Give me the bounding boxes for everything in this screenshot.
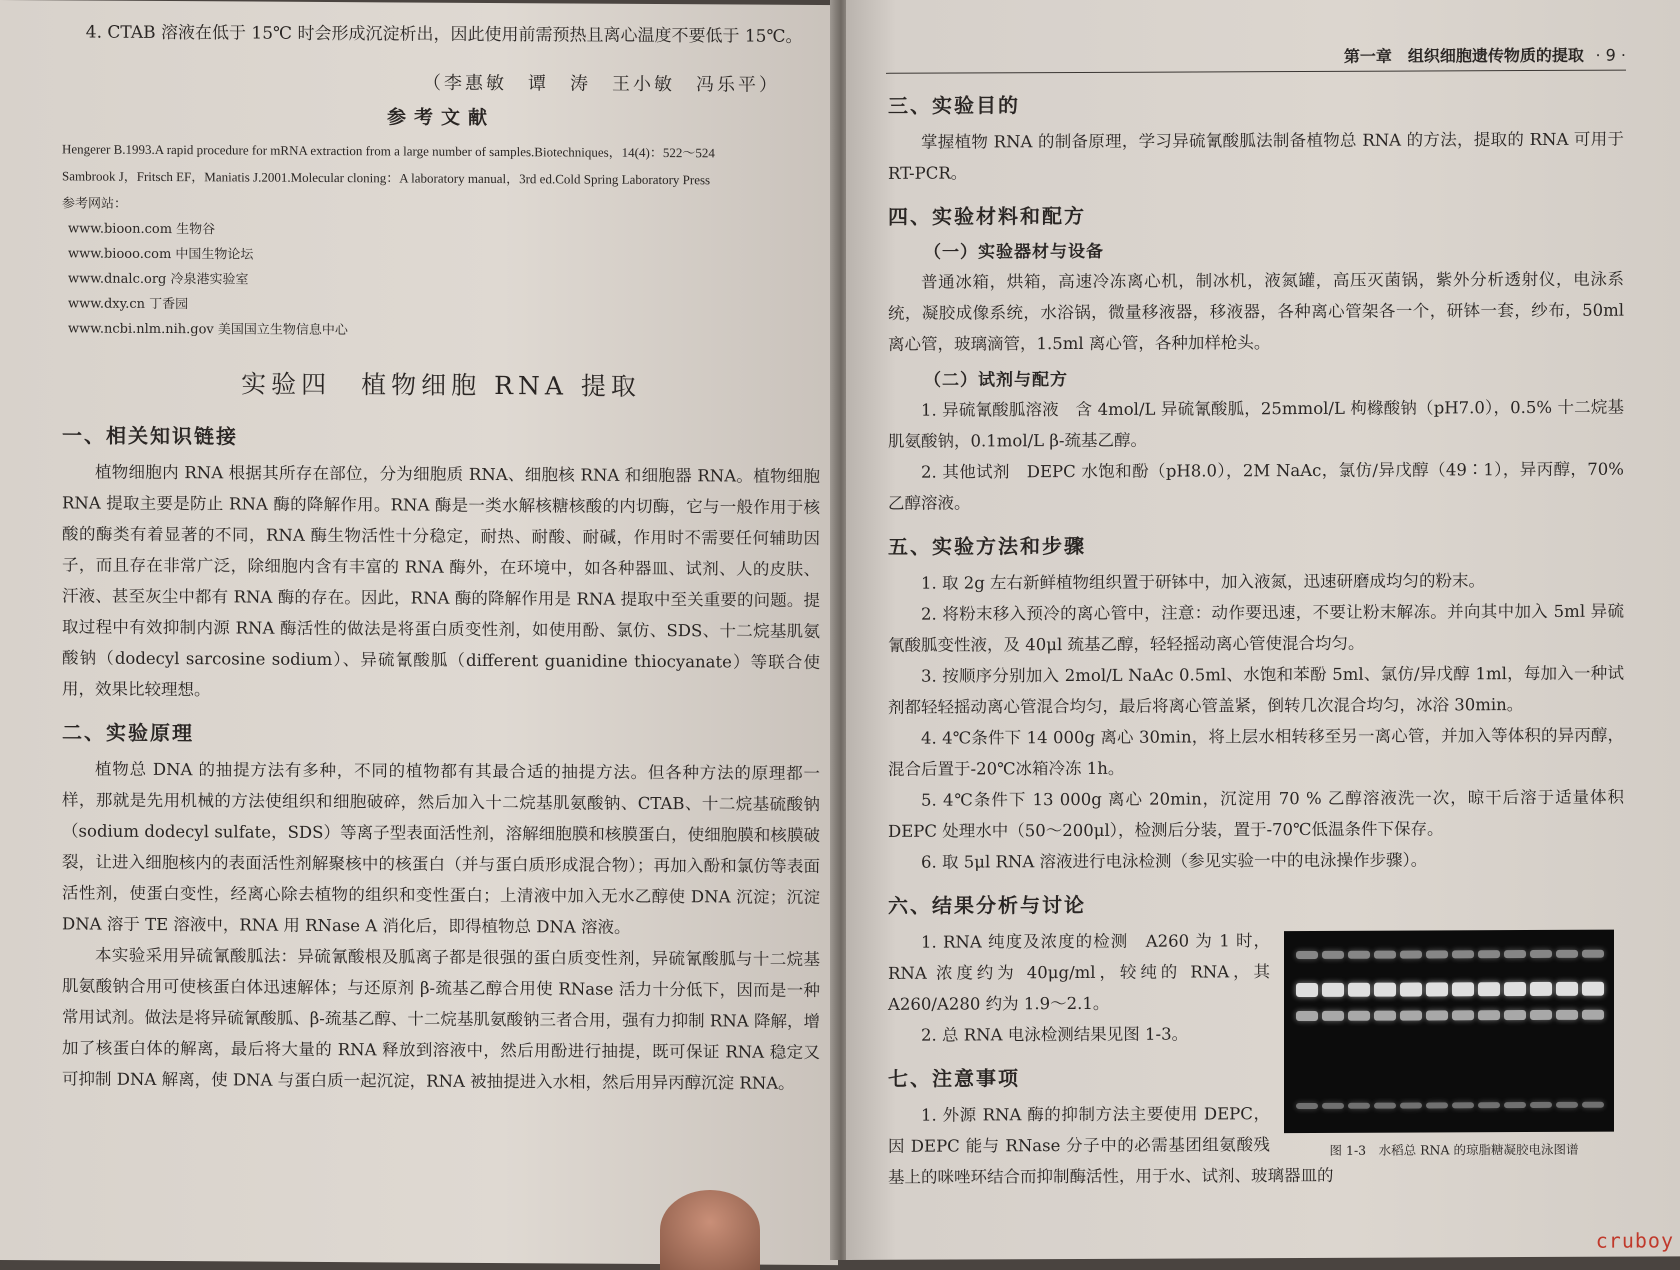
gel-band [1530,982,1552,996]
gel-band [1530,950,1552,958]
gel-band [1582,1102,1604,1108]
gel-band [1556,950,1578,958]
gel-band [1322,951,1344,959]
gel-lane [1296,931,1318,1133]
gel-band [1478,1102,1500,1108]
gel-band [1296,951,1318,959]
reagent-2: 2. 其他试剂 DEPC 水饱和酚（pH8.0），2M NaAc，氯仿/异戊醇（49∶1），异丙醇，70% 乙醇溶液。 [888,459,1624,513]
gel-band [1504,1102,1526,1108]
gel-band [1348,1011,1370,1021]
section-2-title: 二、实验原理 [62,720,194,746]
gel-lane [1400,930,1422,1132]
step-2: 2. 将粉末移入预冷的离心管中，注意：动作要迅速，不要让粉末解冻。并向其中加入 5ml 异硫氰酸胍变性液，及 40μl 巯基乙醇，轻轻摇动离心管使混合均匀。 [888,601,1624,655]
gel-band [1478,982,1500,996]
gel-band [1322,983,1344,997]
gel-band [1582,1010,1604,1020]
reagent-1: 1. 异硫氰酸胍溶液 含 4mol/L 异硫氰酸胍，25mmol/L 枸橼酸钠（pH7.0），0.5% 十二烷基肌氨酸钠，0.1mol/L β-巯基乙醇。 [888,397,1624,451]
result-2: 2. 总 RNA 电泳检测结果见图 1-3。 [921,1024,1189,1045]
gel-lane [1322,931,1344,1133]
gel-band [1426,950,1448,958]
gel-electrophoresis-image [1284,930,1614,1133]
reference-link-biooo[interactable]: www.biooo.com 中国生物论坛 [68,246,254,263]
section-6-title: 六、结果分析与讨论 [888,892,1086,918]
left-page [0,0,838,1265]
gel-band [1504,982,1526,996]
references-title: 参考文献 [386,106,495,130]
section-1-title: 一、相关知识链接 [62,423,238,449]
gel-band [1374,983,1396,997]
step-6: 6. 取 5μl RNA 溶液进行电泳检测（参见实验一中的电泳操作步骤）。 [921,850,1428,872]
gel-band [1426,982,1448,996]
gel-band [1582,982,1604,996]
chapter-title: 第一章 组织细胞遗传物质的提取 [1343,45,1584,66]
gel-band [1374,1103,1396,1109]
step-1: 1. 取 2g 左右新鲜植物组织置于研钵中，加入液氮，迅速研磨成均匀的粉末。 [921,571,1486,593]
gel-band [1374,1011,1396,1021]
equipment-text: 普通冰箱，烘箱，高速冷冻离心机，制冰机，液氮罐，高压灭菌锅，紫外分析透射仪，电泳系统，凝胶成像系统，水浴锅，微量移液器，移液器，各种离心管架各一个，研钵一套，纱布，50ml 离心管，玻璃滴管，1.5ml 离心管，各种加样枪头。 [888,269,1624,354]
gel-band [1400,1010,1422,1020]
reference-websites-label: 参考网站： [62,195,128,211]
experiment-title: 实验四 植物细胞 RNA 提取 [241,369,641,401]
section-7-title: 七、注意事项 [888,1066,1020,1091]
gel-band [1452,950,1474,958]
gel-band [1296,983,1318,997]
note-1: 1. 外源 RNA 酶的抑制方法主要使用 DEPC，因 DEPC 能与 RNase 分子中的必需基团组氨酸残基上的咪唑环结合而抑制酶活性，用于水、试剂、玻璃器皿的 [888,1104,1334,1187]
gel-lane [1478,930,1500,1132]
gel-band [1452,1010,1474,1020]
gel-band [1426,1010,1448,1020]
section-3-text: 掌握植物 RNA 的制备原理，学习异硫氰酸胍法制备植物总 RNA 的方法，提取的 RNA 可用于 RT-PCR。 [888,129,1624,183]
gel-band [1348,951,1370,959]
gel-band [1348,1103,1370,1109]
gel-band [1400,1102,1422,1108]
running-header [886,43,1626,74]
note-4: 4. CTAB 溶液在低于 15℃ 时会形成沉淀析出，因此使用前需预热且离心温度不要低于 15℃。 [85,22,803,47]
page-number: · 9 · [1595,45,1626,65]
section-1-text: 植物细胞内 RNA 根据其所存在部位，分为细胞质 RNA、细胞核 RNA 和细胞器 RNA。植物细胞 RNA 提取主要是防止 RNA 酶的降解作用。RNA 酶是一类水解核糖核酸的内切酶，它与一般作用于核酸的酶类有着显著的不同，RNA 酶生物活性十分稳定，耐热、耐酸、耐碱，作用时不需要任何辅助因子，而且存在非常广泛，除细胞内含有丰富的 RNA 酶外，在环境中，如各种器皿、试剂、人的皮肤、汗液、甚至灰尘中都有 RNA 酶的存在。因此，RNA 酶的降解作用是 RNA 提取中至关重要的问题。提取过程中有效抑制内源 RNA 酶活性的做法是将蛋白质变性剂，如使用酚、氯仿、SDS、十二烷基肌氨酸钠（dodecyl sarcosine sodium）、异硫氰酸胍（different guanidine thiocyanate）等联合使用，效果比较理想。 [62,462,820,700]
gel-band [1556,1102,1578,1108]
gel-lane [1426,930,1448,1132]
gel-band [1452,982,1474,996]
gel-band [1504,1010,1526,1020]
gel-lane [1582,930,1604,1132]
gel-band [1322,1011,1344,1021]
gel-band [1296,1011,1318,1021]
step-5: 5. 4℃条件下 13 000g 离心 20min，沉淀用 70 % 乙醇溶液洗一次，晾干后溶于适量体积 DEPC 处理水中（50～200μl），检测后分装，置于-70℃低温条件下保存。 [888,787,1624,841]
subsection-reagents-title: （二）试剂与配方 [924,370,1068,391]
gel-band [1582,950,1604,958]
reference-link-dxy[interactable]: www.dxy.cn 丁香园 [68,296,189,313]
gel-band [1400,950,1422,958]
gel-band [1322,1103,1344,1109]
gel-band [1374,951,1396,959]
gel-band [1530,1102,1552,1108]
gel-band [1478,950,1500,958]
reference-2: Sambrook J，Fritsch EF，Maniatis J.2001.Molecular cloning：A laboratory manual，3rd ed.Cold Spring Laboratory Press [62,168,711,188]
authors: （李惠敏 谭 涛 王小敏 冯乐平） [423,72,780,96]
gel-lane [1452,930,1474,1132]
gel-lane [1374,931,1396,1133]
thumb [660,1190,760,1270]
section-4-title: 四、实验材料和配方 [888,203,1086,229]
watermark: cruboy [1595,1228,1674,1253]
gel-band [1478,1010,1500,1020]
section-2-paragraph-1: 植物总 DNA 的抽提方法有多种，不同的植物都有其最合适的抽提方法。但各种方法的原理都一样，那就是先用机械的方法使组织和细胞破碎，然后加入十二烷基肌氨酸钠、CTAB、十二烷基硫酸钠（sodium dodecyl sulfate，SDS）等离子型表面活性剂，溶解细胞膜和核膜蛋白，使细胞膜和核膜破裂，让进入细胞核内的表面活性剂解聚核中的核蛋白（并与蛋白质形成混合物）；再加入酚和氯仿等表面活性剂，使蛋白变性，经离心除去植物的组织和变性蛋白；上清液中加入无水乙醇使 DNA 沉淀；沉淀 DNA 溶于 TE 溶液中，RNA 用 RNase A 消化后，即得植物总 DNA 溶液。 [62,759,820,937]
gel-band [1530,1010,1552,1020]
reference-link-ncbi[interactable]: www.ncbi.nlm.nih.gov 美国国立生物信息中心 [68,321,348,339]
gel-band [1556,982,1578,996]
section-2-paragraph-2: 本实验采用异硫氰酸胍法：异硫氰酸根及胍离子都是很强的蛋白质变性剂，异硫氰酸胍与十二烷基肌氨酸钠合用可使核蛋白体迅速解体；与还原剂 β-巯基乙醇合用使 RNase 活力十分低下，因而是一种常用试剂。做法是将异硫氰酸胍、β-巯基乙醇、十二烷基肌氨酸钠三者合用，强有力抑制 RNA 降解，增加了核蛋白体的解离，最后将大量的 RNA 释放到溶液中，然后用酚进行抽提，既可保证 RNA 稳定又可抑制 DNA 解离，使 DNA 与蛋白质一起沉淀，RNA 被抽提进入水相，然后用异丙醇沉淀 RNA。 [62,945,820,1093]
gel-band [1400,982,1422,996]
gel-band [1348,983,1370,997]
gel-band [1296,1103,1318,1109]
gel-lane [1348,931,1370,1133]
result-1: 1. RNA 纯度及浓度的检测 A260 为 1 时，RNA 浓度约为 40μg/ml，较纯的 RNA，其 A260/A280 约为 1.9～2.1。 [888,931,1270,1014]
subsection-equipment-title: （一）实验器材与设备 [924,241,1104,263]
figure-1-3 [1284,930,1624,1159]
figure-caption: 图 1-3 水稻总 RNA 的琼脂糖凝胶电泳图谱 [1329,1141,1579,1158]
section-5-title: 五、实验方法和步骤 [888,533,1086,559]
gel-band [1504,950,1526,958]
gel-band [1452,1102,1474,1108]
step-4: 4. 4℃条件下 14 000g 离心 30min，将上层水相转移至另一离心管，并加入等体积的异丙醇，混合后置于-20℃冰箱冷冻 1h。 [888,725,1624,779]
right-page [846,0,1680,1260]
gel-band [1426,1102,1448,1108]
gel-lane [1556,930,1578,1132]
gel-lane [1504,930,1526,1132]
gel-band [1556,1010,1578,1020]
reference-link-dnalc[interactable]: www.dnalc.org 冷泉港实验室 [68,271,249,288]
reference-1: Hengerer B.1993.A rapid procedure for mRNA extraction from a large number of samples.Biotechniques，14(4)：522～524 [62,141,715,161]
gel-lane [1530,930,1552,1132]
section-3-title: 三、实验目的 [888,93,1020,118]
step-3: 3. 按顺序分别加入 2mol/L NaAc 0.5ml、水饱和苯酚 5ml、氯仿/异戊醇 1ml，每加入一种试剂都轻轻摇动离心管混合均匀，最后将离心管盖紧，倒转几次混合均匀，冰浴 30min。 [888,663,1624,717]
reference-link-bioon[interactable]: www.bioon.com 生物谷 [68,221,216,238]
